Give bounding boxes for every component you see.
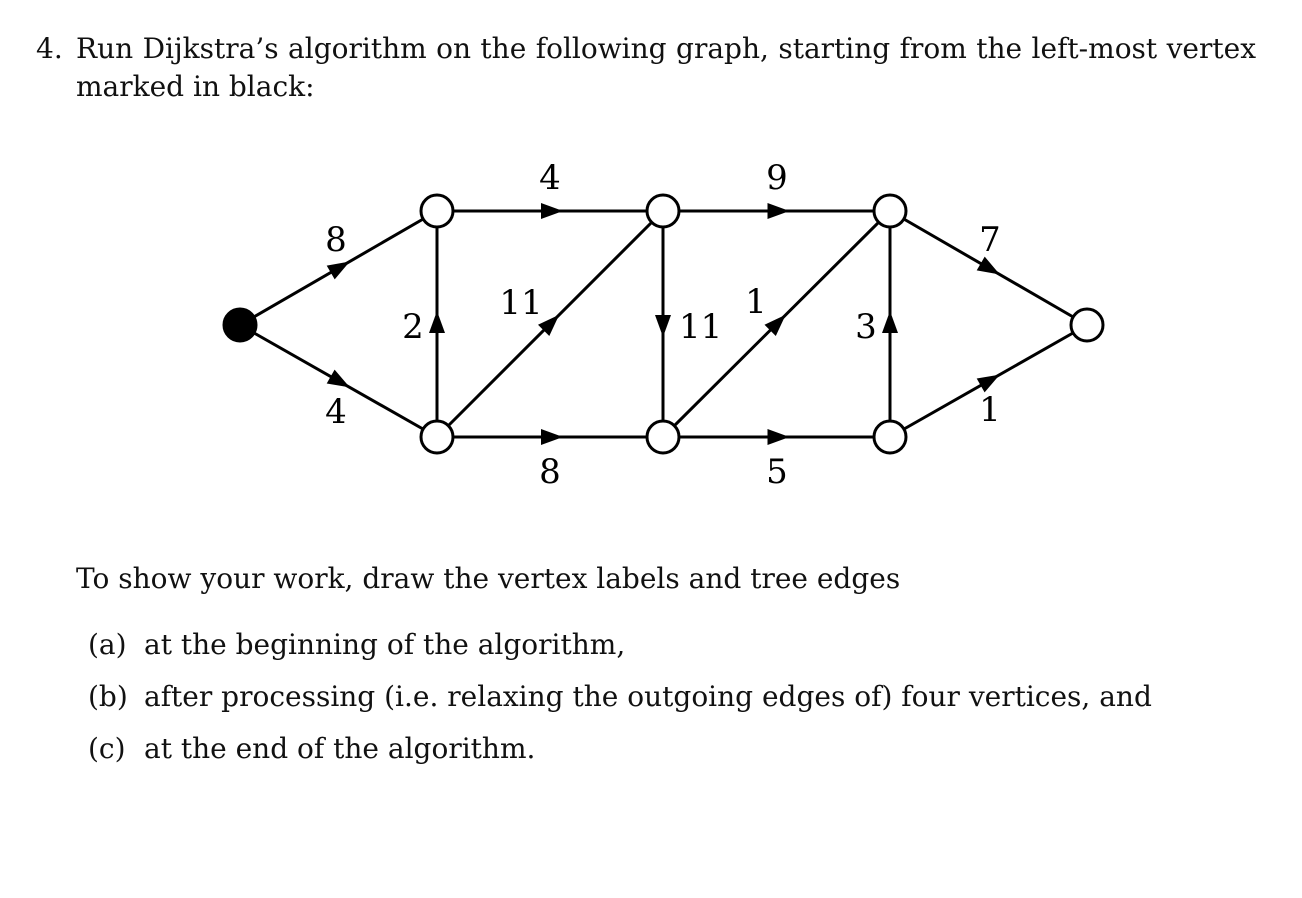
problem-text: Run Dijkstra’s algorithm on the following graph, starting from the left-most vertex marked in black: xyxy=(76,32,1256,103)
task-item-a xyxy=(88,626,1152,678)
arrowhead-l1-u1 xyxy=(429,311,445,333)
task-text-a: at the beginning of the algorithm, xyxy=(144,628,626,661)
arrowhead-s-l1 xyxy=(327,370,350,388)
weight-label-l2-u3: 1 xyxy=(745,282,767,322)
arrowhead-l1-l2 xyxy=(541,429,563,445)
task-text-c: at the end of the algorithm. xyxy=(144,732,536,765)
weight-label-s-u1: 8 xyxy=(325,220,347,260)
instructions-intro: To show your work, draw the vertex labels and tree edges xyxy=(76,562,901,595)
weight-label-l2-l3: 5 xyxy=(766,452,788,492)
task-text-b: after processing (i.e. relaxing the outgoing edges of) four vertices, and xyxy=(144,680,1152,713)
task-label-b: (b) xyxy=(88,680,128,713)
weight-label-l3-t: 1 xyxy=(979,390,1001,430)
weight-label-u3-t: 7 xyxy=(979,220,1001,260)
weight-label-l1-l2: 8 xyxy=(539,452,561,492)
edge-layer xyxy=(240,203,1087,445)
vertex-u1 xyxy=(421,195,453,227)
vertex-l1 xyxy=(421,421,453,453)
arrowhead-u2-l2 xyxy=(655,315,671,337)
weight-label-u1-u2: 4 xyxy=(539,158,561,198)
task-label-a: (a) xyxy=(88,628,127,661)
vertex-l2 xyxy=(647,421,679,453)
arrowhead-l2-l3 xyxy=(768,429,790,445)
task-item-b xyxy=(88,678,1152,730)
vertex-l3 xyxy=(874,421,906,453)
weight-label-u2-u3: 9 xyxy=(766,158,788,198)
problem-number: 4. xyxy=(36,32,63,65)
arrowhead-u1-u2 xyxy=(541,203,563,219)
weight-label-l1-u1: 2 xyxy=(402,307,424,347)
weight-label-u2-l2: 11 xyxy=(679,307,723,347)
task-label-c: (c) xyxy=(88,732,126,765)
vertex-u2 xyxy=(647,195,679,227)
vertex-t xyxy=(1071,309,1103,341)
weight-label-l1-u2: 11 xyxy=(499,283,543,323)
weight-label-l3-u3: 3 xyxy=(855,307,877,347)
arrowhead-l3-u3 xyxy=(882,311,898,333)
source-vertex xyxy=(224,309,256,341)
task-item-c xyxy=(88,730,1152,782)
arrowhead-u2-u3 xyxy=(768,203,790,219)
arrowhead-s-u1 xyxy=(327,262,350,280)
weight-label-s-l1: 4 xyxy=(325,392,347,432)
task-list xyxy=(88,626,1152,782)
vertex-u3 xyxy=(874,195,906,227)
